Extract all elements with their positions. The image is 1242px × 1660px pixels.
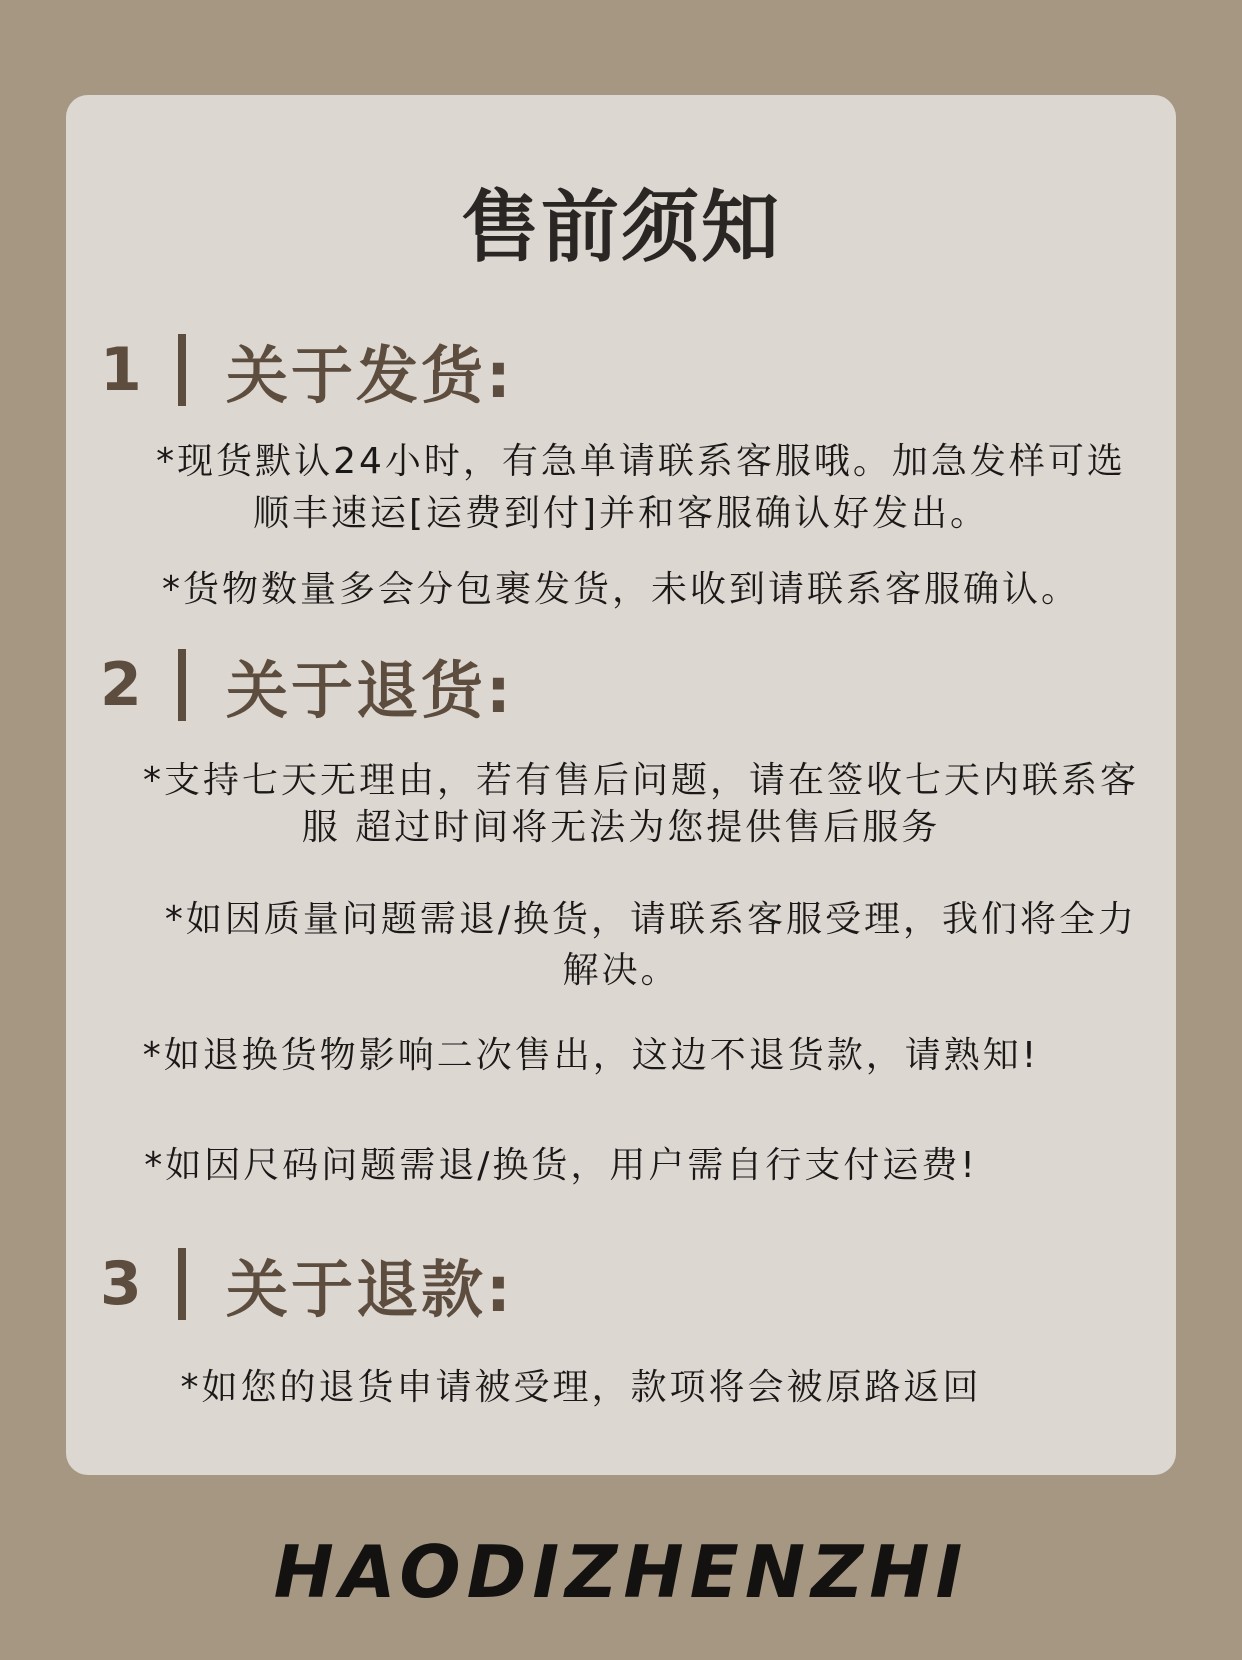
brand-wordmark: HAODIZHENZHI: [273, 1530, 969, 1614]
section-number: 2: [100, 650, 142, 720]
section-title: 关于退货:: [226, 653, 514, 727]
section-number: 1: [100, 335, 142, 405]
divider-bar: [178, 334, 186, 406]
note-line: *货物数量多会分包裹发货，未收到请联系客服确认。: [161, 569, 1080, 610]
note-line: *现货默认24小时，有急单请联系客服哦。加急发样可选: [156, 441, 1126, 482]
section-title: 关于发货:: [226, 338, 514, 412]
section-1-heading: [100, 330, 514, 410]
note-line: 解决。: [562, 950, 680, 991]
divider-bar: [178, 1248, 186, 1320]
section-3-heading: [100, 1244, 514, 1324]
note-line: *如因尺码问题需退/换货，用户需自行支付运费!: [144, 1145, 978, 1186]
note-line: 顺丰速运[运费到付]并和客服确认好发出。: [252, 493, 990, 534]
page-title: 售前须知: [460, 183, 781, 273]
note-line: 服 超过时间将无法为您提供售后服务: [301, 807, 941, 848]
note-line: *如因质量问题需退/换货，请联系客服受理，我们将全力: [164, 899, 1138, 940]
section-title: 关于退款:: [226, 1252, 514, 1326]
divider-bar: [178, 649, 186, 721]
section-number: 3: [100, 1249, 142, 1319]
section-2-heading: [100, 645, 514, 725]
note-line: *如您的退货申请被受理，款项将会被原路返回: [180, 1367, 982, 1408]
note-line: *如退换货物影响二次售出，这边不退货款，请熟知!: [142, 1035, 1040, 1076]
note-line: *支持七天无理由，若有售后问题，请在签收七天内联系客: [142, 760, 1139, 801]
